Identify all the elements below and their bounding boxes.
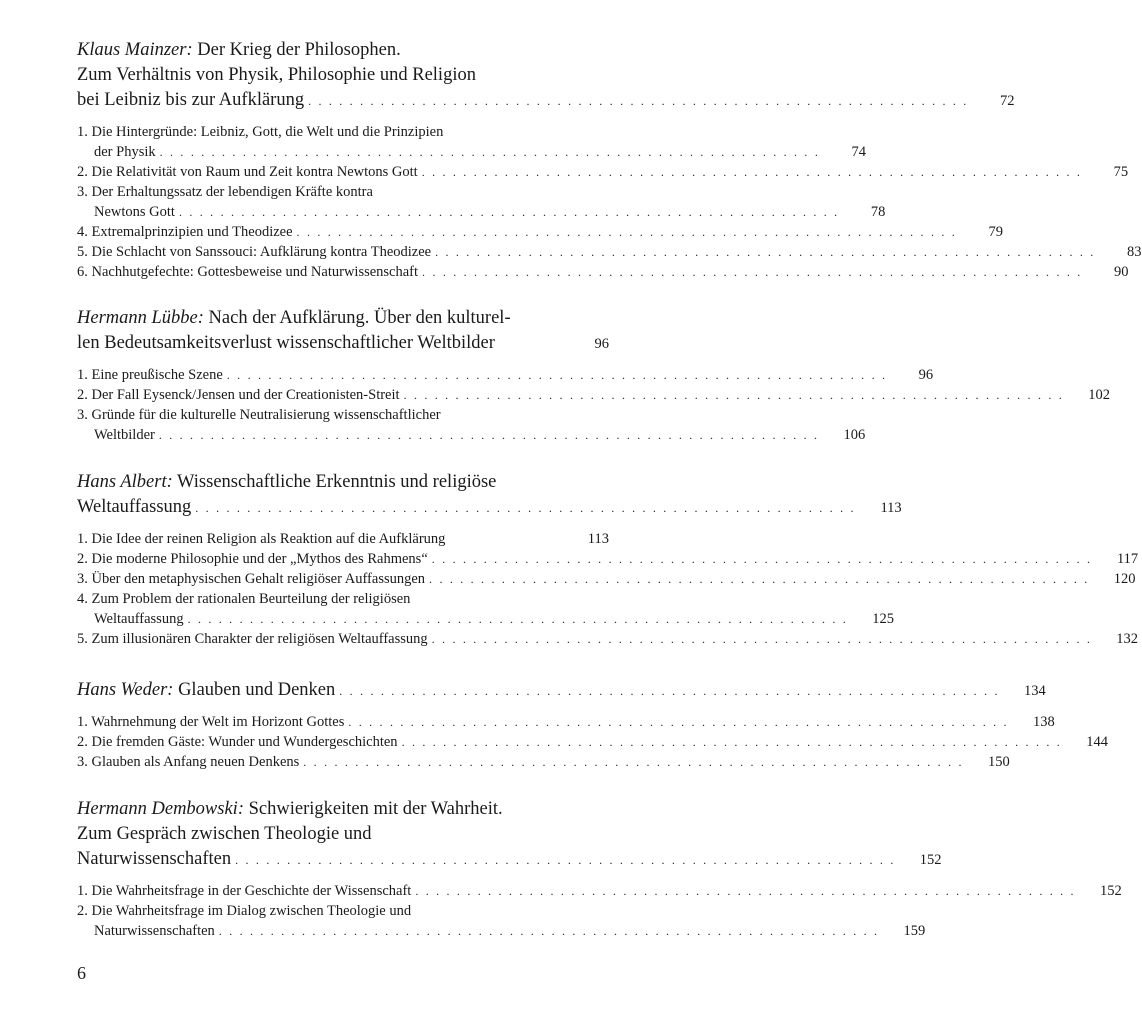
title-text: bei Leibniz bis zur Aufklärung <box>77 90 305 110</box>
toc-entry-line <box>77 142 867 162</box>
dot-leader: . . . . . . . . . . . . . . . . . . . . . . . . . . . . . . . . . . . . . . . . . . . . . . . . . . . . . . . . . . . . . . . . <box>303 755 964 769</box>
page-number: 134 <box>1023 683 1046 699</box>
section-title-line <box>77 470 609 495</box>
toc-entry-text: 1. Eine preußische Szene <box>77 367 223 383</box>
toc-entry-line <box>77 529 609 549</box>
page-number: 74 <box>851 144 867 160</box>
dot-leader: . . . . . . . . . . . . . . . . . . . . . . . . . . . . . . . . . . . . . . . . . . . . . . . . . . . . . . . . . . . . . . . . <box>159 145 821 159</box>
toc-entry-line <box>77 425 866 445</box>
page-number: 78 <box>870 204 886 220</box>
dot-leader: . . . . . . . . . . . . . . . . . . . . . . . . . . . . . . . . . . . . . . . . . . . . . . . . . . . . . . . . . . . . . . . . <box>339 684 1000 698</box>
section-title-line <box>77 797 609 822</box>
dot-leader: . . . . . . . . . . . . . . . . . . . . . . . . . . . . . . . . . . . . . . . . . . . . . . . . . . . . . . . . . . . . . . . . <box>421 165 1083 179</box>
toc-entry-line <box>77 385 1110 405</box>
section-title-text <box>77 847 231 872</box>
toc-section <box>77 470 1139 649</box>
toc-entry-text: 1. Die Idee der reinen Religion als Reaktion auf die Aufklärung <box>77 531 446 547</box>
section-title-line <box>77 678 1046 703</box>
dot-leader: . . . . . . . . . . . . . . . . . . . . . . . . . . . . . . . . . . . . . . . . . . . . . . . . . . . . . . . . . . . . . . . . <box>218 924 880 938</box>
spacer <box>77 520 609 529</box>
toc-section <box>77 797 1122 941</box>
toc-entry-line <box>77 609 894 629</box>
title-text: Naturwissenschaften <box>77 849 232 869</box>
toc-entry-text: 2. Die Relativität von Raum und Zeit kontra Newtons Gott <box>77 164 418 180</box>
dot-leader: . . . . . . . . . . . . . . . . . . . . . . . . . . . . . . . . . . . . . . . . . . . . . . . . . . . . . . . . . . . . . . . . <box>435 245 1096 259</box>
section-title-text <box>77 63 476 88</box>
page-number: 6 <box>77 963 86 983</box>
toc-entry-text: 6. Nachhutgefechte: Gottesbeweise und Naturwissenschaft <box>77 264 419 280</box>
section-title-text <box>77 470 496 495</box>
section-title-text <box>77 678 335 703</box>
spacer <box>77 113 609 122</box>
section-title-text <box>77 38 401 63</box>
title-text: Glauben und Denken <box>173 680 336 700</box>
section-title-text <box>77 306 511 331</box>
page-number: 113 <box>880 500 902 516</box>
toc-entry-text: Newtons Gott <box>94 204 175 220</box>
title-text: Weltauffassung <box>77 497 192 517</box>
dot-leader: . . . . . . . . . . . . . . . . . . . . . . . . . . . . . . . . . . . . . . . . . . . . . . . . . . . . . . . . . . . . . . . . <box>226 368 888 382</box>
toc-entry-text: 5. Die Schlacht von Sanssouci: Aufklärung kontra Theodizee <box>77 244 432 260</box>
toc-entry-text: 1. Die Hintergründe: Leibniz, Gott, die Welt und die Prinzipien <box>77 124 444 140</box>
toc-section <box>77 678 1108 772</box>
dot-leader: . . . . . . . . . . . . . . . . . . . . . . . . . . . . . . . . . . . . . . . . . . . . . . . . . . . . . . . . . . . . . . . . <box>178 205 840 219</box>
toc-entry-text: der Physik <box>94 144 156 160</box>
spacer <box>77 703 609 712</box>
title-text: Zum Gespräch zwischen Theologie und <box>77 824 372 844</box>
toc-entry-text: 3. Gründe für die kulturelle Neutralisierung wissenschaftlicher <box>77 407 441 423</box>
toc-entry-line <box>77 712 1055 732</box>
page-number: 96 <box>594 336 609 352</box>
toc-entry-text: 2. Der Fall Eysenck/Jensen und der Creationisten-Streit <box>77 387 400 403</box>
page-number: 75 <box>1113 164 1129 180</box>
toc-entry-line <box>77 182 609 202</box>
title-text: len Bedeutsamkeitsverlust wissenschaftlicher Weltbilder <box>77 333 495 353</box>
dot-leader: . . . . . . . . . . . . . . . . . . . . . . . . . . . . . . . . . . . . . . . . . . . . . . . . . . . . . . . . . . . . . . . . <box>296 225 957 239</box>
toc-entry-line <box>77 732 1108 752</box>
section-title-line <box>77 63 609 88</box>
section-title-line <box>77 38 609 63</box>
page-number: 102 <box>1088 387 1110 403</box>
page-number: 117 <box>1116 551 1139 567</box>
toc-entry-text: 3. Glauben als Anfang neuen Denkens <box>77 754 300 770</box>
dot-leader: . . . . . . . . . . . . . . . . . . . . . . . . . . . . . . . . . . . . . . . . . . . . . . . . . . . . . . . . . . . . . . . . <box>348 715 1009 729</box>
section-title-line <box>77 306 609 331</box>
dot-leader: . . . . . . . . . . . . . . . . . . . . . . . . . . . . . . . . . . . . . . . . . . . . . . . . . . . . . . . . . . . . . . . . <box>401 735 1062 749</box>
page-number: 132 <box>1116 631 1139 647</box>
section-title-line <box>77 822 609 847</box>
toc-entry-line <box>77 881 1122 901</box>
author-name: Klaus Mainzer: <box>77 40 193 60</box>
dot-leader: . . . . . . . . . . . . . . . . . . . . . . . . . . . . . . . . . . . . . . . . . . . . . . . . . . . . . . . . . . . . . . . . <box>422 265 1083 279</box>
section-title-line <box>77 331 609 356</box>
dot-leader: . . . . . . . . . . . . . . . . . . . . . . . . . . . . . . . . . . . . . . . . . . . . . . . . . . . . . . . . . . . . . . . . <box>431 552 1093 566</box>
toc-entry-text: 5. Zum illusionären Charakter der religiösen Weltauffassung <box>77 631 428 647</box>
toc-entry-text: Weltbilder <box>94 427 155 443</box>
toc-entry-line <box>77 365 934 385</box>
title-text: Schwierigkeiten mit der Wahrheit. <box>244 799 503 819</box>
page-number: 79 <box>988 224 1003 240</box>
toc-entry-line <box>77 222 1003 242</box>
toc-entry-line <box>77 569 1136 589</box>
spacer <box>77 872 609 881</box>
page-number: 152 <box>1099 883 1122 899</box>
section-title-text <box>77 797 503 822</box>
toc-entry-text: 4. Extremalprinzipien und Theodizee <box>77 224 293 240</box>
author-name: Hans Albert: <box>77 472 173 492</box>
section-title-text <box>77 822 372 847</box>
section-title-line <box>77 847 942 872</box>
toc-entry-text: 3. Der Erhaltungssatz der lebendigen Kräfte kontra <box>77 184 373 200</box>
toc-entry-line <box>77 901 609 921</box>
toc-entry-text: 4. Zum Problem der rationalen Beurteilung der religiösen <box>77 591 411 607</box>
dot-leader: . . . . . . . . . . . . . . . . . . . . . . . . . . . . . . . . . . . . . . . . . . . . . . . . . . . . . . . . . . . . . . . . <box>308 94 969 108</box>
section-title-line <box>77 495 902 520</box>
section-title-text <box>77 331 495 356</box>
page-number: 113 <box>587 531 609 547</box>
dot-leader: . . . . . . . . . . . . . . . . . . . . . . . . . . . . . . . . . . . . . . . . . . . . . . . . . . . . . . . . . . . . . . . . <box>415 884 1076 898</box>
toc-entry-text: 2. Die Wahrheitsfrage im Dialog zwischen Theologie und <box>77 903 412 919</box>
toc-entry-line <box>77 752 1010 772</box>
section-title-line <box>77 88 1015 113</box>
page-number: 96 <box>918 367 934 383</box>
toc-section <box>77 306 1110 445</box>
page-number: 90 <box>1113 264 1129 280</box>
toc-entry-line <box>77 589 609 609</box>
dot-leader: . . . . . . . . . . . . . . . . . . . . . . . . . . . . . . . . . . . . . . . . . . . . . . . . . . . . . . . . . . . . . . . . <box>429 572 1090 586</box>
dot-leader: . . . . . . . . . . . . . . . . . . . . . . . . . . . . . . . . . . . . . . . . . . . . . . . . . . . . . . . . . . . . . . . . <box>431 632 1093 646</box>
dot-leader: . . . . . . . . . . . . . . . . . . . . . . . . . . . . . . . . . . . . . . . . . . . . . . . . . . . . . . . . . . . . . . . . <box>195 501 856 515</box>
page-number: 159 <box>903 923 926 939</box>
toc-entry-line <box>77 921 926 941</box>
toc-entry-line <box>77 262 1129 282</box>
toc-entry-line <box>77 405 609 425</box>
page-number: 72 <box>999 93 1015 109</box>
title-text: Wissenschaftliche Erkenntnis und religiöse <box>172 472 497 492</box>
spacer <box>77 356 609 365</box>
page-number: 83 <box>1127 244 1142 260</box>
page-number: 144 <box>1086 734 1108 750</box>
page-number: 138 <box>1033 714 1055 730</box>
toc-entry-line <box>77 202 886 222</box>
toc-entry-text: Weltauffassung <box>94 611 184 627</box>
toc-entry-text: 2. Die fremden Gäste: Wunder und Wundergeschichten <box>77 734 398 750</box>
page-number: 125 <box>872 611 894 627</box>
author-name: Hermann Dembowski: <box>77 799 244 819</box>
toc-entry-line <box>77 162 1129 182</box>
toc-entry-line <box>77 549 1139 569</box>
toc-entry-line <box>77 629 1139 649</box>
toc-section <box>77 38 1142 282</box>
dot-leader: . . . . . . . . . . . . . . . . . . . . . . . . . . . . . . . . . . . . . . . . . . . . . . . . . . . . . . . . . . . . . . . . <box>158 428 820 442</box>
section-title-text <box>77 88 304 113</box>
page-number: 120 <box>1113 571 1136 587</box>
title-text: Der Krieg der Philosophen. <box>192 40 401 60</box>
toc-entry-text: 1. Die Wahrheitsfrage in der Geschichte der Wissenschaft <box>77 883 412 899</box>
toc-entry-text: Naturwissenschaften <box>94 923 215 939</box>
dot-leader: . . . . . . . . . . . . . . . . . . . . . . . . . . . . . . . . . . . . . . . . . . . . . . . . . . . . . . . . . . . . . . . . <box>235 853 896 867</box>
toc-entry-text: 2. Die moderne Philosophie und der „Mythos des Rahmens“ <box>77 551 428 567</box>
author-name: Hermann Lübbe: <box>77 308 204 328</box>
toc-entry-line <box>77 242 1142 262</box>
page-number: 106 <box>843 427 866 443</box>
dot-leader: . . . . . . . . . . . . . . . . . . . . . . . . . . . . . . . . . . . . . . . . . . . . . . . . . . . . . . . . . . . . . . . . <box>403 388 1064 402</box>
section-title-text <box>77 495 191 520</box>
page-number: 152 <box>919 852 942 868</box>
title-text: Nach der Aufklärung. Über den kulturel- <box>203 308 511 328</box>
toc-entry-text: 1. Wahrnehmung der Welt im Horizont Gottes <box>77 714 345 730</box>
title-text: Zum Verhältnis von Physik, Philosophie und Religion <box>77 65 476 85</box>
toc-entry-text: 3. Über den metaphysischen Gehalt religiöser Auffassungen <box>77 571 426 587</box>
toc-entry-line <box>77 122 609 142</box>
page-number: 150 <box>987 754 1010 770</box>
author-name: Hans Weder: <box>77 680 174 700</box>
dot-leader: . . . . . . . . . . . . . . . . . . . . . . . . . . . . . . . . . . . . . . . . . . . . . . . . . . . . . . . . . . . . . . . . <box>187 612 848 626</box>
